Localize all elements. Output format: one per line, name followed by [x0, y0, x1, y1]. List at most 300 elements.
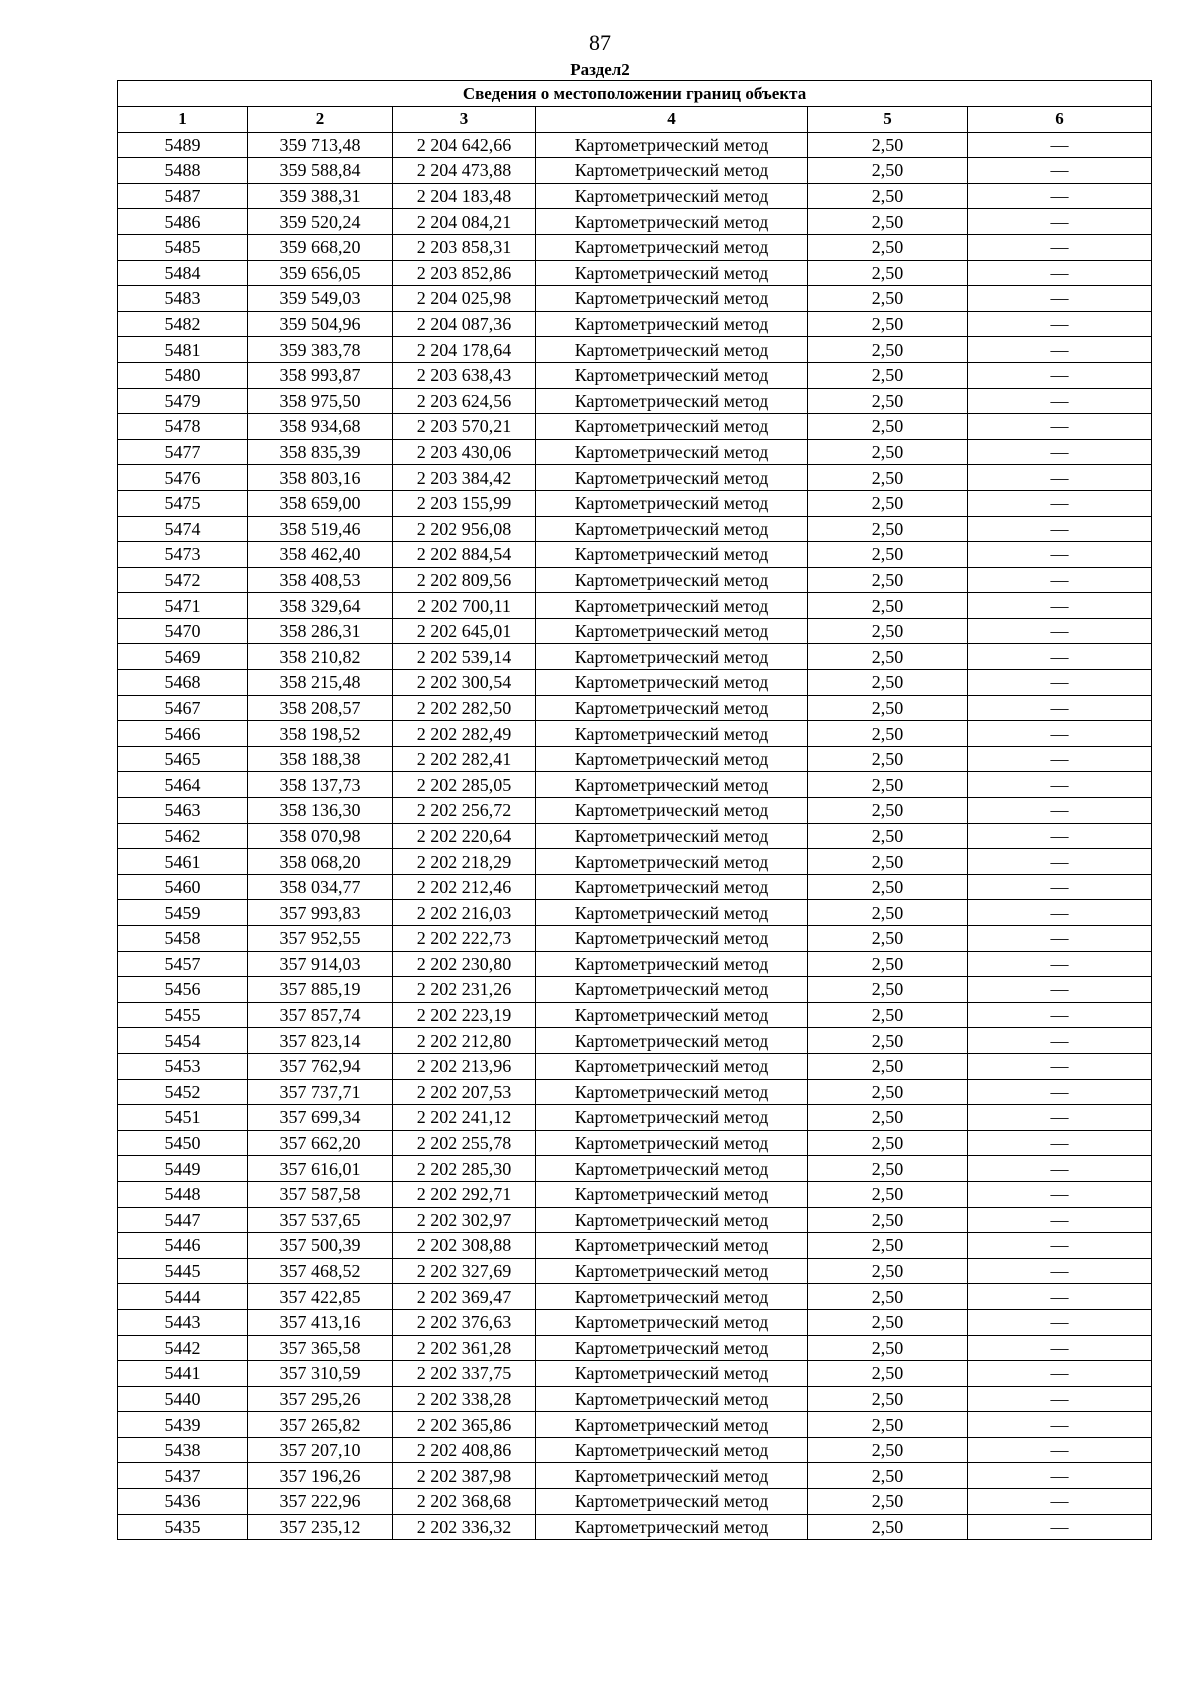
- y-coordinate-cell: 2 204 183,48: [393, 183, 536, 209]
- description-cell: —: [968, 1284, 1152, 1310]
- x-coordinate-cell: 358 835,39: [248, 439, 393, 465]
- x-coordinate-cell: 358 975,50: [248, 388, 393, 414]
- accuracy-cell: 2,50: [808, 311, 968, 337]
- point-number-cell: 5454: [118, 1028, 248, 1054]
- table-row: [118, 1130, 1152, 1156]
- accuracy-cell: 2,50: [808, 798, 968, 824]
- x-coordinate-cell: 357 310,59: [248, 1361, 393, 1387]
- description-cell: —: [968, 772, 1152, 798]
- method-cell: Картометрический метод: [536, 1053, 808, 1079]
- table-row: [118, 465, 1152, 491]
- table-row: [118, 567, 1152, 593]
- accuracy-cell: 2,50: [808, 1361, 968, 1387]
- table-row: [118, 183, 1152, 209]
- point-number-cell: 5479: [118, 388, 248, 414]
- point-number-cell: 5447: [118, 1207, 248, 1233]
- accuracy-cell: 2,50: [808, 1002, 968, 1028]
- y-coordinate-cell: 2 202 368,68: [393, 1489, 536, 1515]
- accuracy-cell: 2,50: [808, 951, 968, 977]
- point-number-cell: 5472: [118, 567, 248, 593]
- y-coordinate-cell: 2 203 570,21: [393, 414, 536, 440]
- point-number-cell: 5453: [118, 1053, 248, 1079]
- description-cell: —: [968, 874, 1152, 900]
- description-cell: —: [968, 1207, 1152, 1233]
- description-cell: —: [968, 1514, 1152, 1540]
- accuracy-cell: 2,50: [808, 183, 968, 209]
- x-coordinate-cell: 358 329,64: [248, 593, 393, 619]
- x-coordinate-cell: 359 520,24: [248, 209, 393, 235]
- accuracy-cell: 2,50: [808, 900, 968, 926]
- description-cell: —: [968, 414, 1152, 440]
- description-cell: —: [968, 388, 1152, 414]
- table-row: [118, 1489, 1152, 1515]
- x-coordinate-cell: 358 034,77: [248, 874, 393, 900]
- table-row: [118, 977, 1152, 1003]
- description-cell: —: [968, 1233, 1152, 1259]
- accuracy-cell: 2,50: [808, 1207, 968, 1233]
- page-number: 87: [589, 30, 611, 55]
- x-coordinate-cell: 359 549,03: [248, 286, 393, 312]
- method-cell: Картометрический метод: [536, 542, 808, 568]
- description-cell: —: [968, 1079, 1152, 1105]
- y-coordinate-cell: 2 204 084,21: [393, 209, 536, 235]
- method-cell: Картометрический метод: [536, 362, 808, 388]
- point-number-cell: 5465: [118, 746, 248, 772]
- table-row: [118, 1079, 1152, 1105]
- accuracy-cell: 2,50: [808, 1258, 968, 1284]
- description-cell: —: [968, 1105, 1152, 1131]
- accuracy-cell: 2,50: [808, 1028, 968, 1054]
- description-cell: —: [968, 593, 1152, 619]
- point-number-cell: 5478: [118, 414, 248, 440]
- table-row: [118, 1309, 1152, 1335]
- y-coordinate-cell: 2 202 337,75: [393, 1361, 536, 1387]
- accuracy-cell: 2,50: [808, 926, 968, 952]
- point-number-cell: 5435: [118, 1514, 248, 1540]
- method-cell: Картометрический метод: [536, 1437, 808, 1463]
- table-row: [118, 772, 1152, 798]
- method-cell: Картометрический метод: [536, 926, 808, 952]
- table-row: [118, 1258, 1152, 1284]
- x-coordinate-cell: 359 713,48: [248, 132, 393, 158]
- point-number-cell: 5441: [118, 1361, 248, 1387]
- table-row: [118, 158, 1152, 184]
- accuracy-cell: 2,50: [808, 158, 968, 184]
- y-coordinate-cell: 2 202 216,03: [393, 900, 536, 926]
- y-coordinate-cell: 2 202 223,19: [393, 1002, 536, 1028]
- accuracy-cell: 2,50: [808, 1053, 968, 1079]
- point-number-cell: 5474: [118, 516, 248, 542]
- y-coordinate-cell: 2 203 638,43: [393, 362, 536, 388]
- method-cell: Картометрический метод: [536, 158, 808, 184]
- point-number-cell: 5476: [118, 465, 248, 491]
- description-cell: —: [968, 1463, 1152, 1489]
- description-cell: —: [968, 1489, 1152, 1515]
- accuracy-cell: 2,50: [808, 337, 968, 363]
- x-coordinate-cell: 359 504,96: [248, 311, 393, 337]
- method-cell: Картометрический метод: [536, 1489, 808, 1515]
- x-coordinate-cell: 357 823,14: [248, 1028, 393, 1054]
- description-cell: —: [968, 823, 1152, 849]
- point-number-cell: 5457: [118, 951, 248, 977]
- method-cell: Картометрический метод: [536, 746, 808, 772]
- method-cell: Картометрический метод: [536, 439, 808, 465]
- table-row: [118, 849, 1152, 875]
- y-coordinate-cell: 2 202 387,98: [393, 1463, 536, 1489]
- y-coordinate-cell: 2 204 087,36: [393, 311, 536, 337]
- method-cell: Картометрический метод: [536, 1207, 808, 1233]
- column-header-6: 6: [968, 107, 1152, 133]
- method-cell: Картометрический метод: [536, 209, 808, 235]
- description-cell: —: [968, 1002, 1152, 1028]
- description-cell: —: [968, 1130, 1152, 1156]
- description-cell: —: [968, 1386, 1152, 1412]
- method-cell: Картометрический метод: [536, 670, 808, 696]
- description-cell: —: [968, 926, 1152, 952]
- accuracy-cell: 2,50: [808, 567, 968, 593]
- table-row: [118, 1386, 1152, 1412]
- point-number-cell: 5489: [118, 132, 248, 158]
- accuracy-cell: 2,50: [808, 490, 968, 516]
- y-coordinate-cell: 2 202 285,30: [393, 1156, 536, 1182]
- point-number-cell: 5456: [118, 977, 248, 1003]
- point-number-cell: 5436: [118, 1489, 248, 1515]
- y-coordinate-cell: 2 202 338,28: [393, 1386, 536, 1412]
- point-number-cell: 5450: [118, 1130, 248, 1156]
- table-row: [118, 439, 1152, 465]
- method-cell: Картометрический метод: [536, 1361, 808, 1387]
- point-number-cell: 5477: [118, 439, 248, 465]
- accuracy-cell: 2,50: [808, 1156, 968, 1182]
- table-row: [118, 1412, 1152, 1438]
- method-cell: Картометрический метод: [536, 388, 808, 414]
- accuracy-cell: 2,50: [808, 362, 968, 388]
- x-coordinate-cell: 357 207,10: [248, 1437, 393, 1463]
- description-cell: —: [968, 490, 1152, 516]
- table-row: [118, 1028, 1152, 1054]
- y-coordinate-cell: 2 202 300,54: [393, 670, 536, 696]
- table-title-row: [118, 81, 1152, 107]
- accuracy-cell: 2,50: [808, 414, 968, 440]
- y-coordinate-cell: 2 202 956,08: [393, 516, 536, 542]
- y-coordinate-cell: 2 202 230,80: [393, 951, 536, 977]
- table-row: [118, 618, 1152, 644]
- y-coordinate-cell: 2 202 285,05: [393, 772, 536, 798]
- table-row: [118, 260, 1152, 286]
- y-coordinate-cell: 2 202 282,41: [393, 746, 536, 772]
- description-cell: —: [968, 1028, 1152, 1054]
- table-row: [118, 311, 1152, 337]
- y-coordinate-cell: 2 202 700,11: [393, 593, 536, 619]
- x-coordinate-cell: 358 408,53: [248, 567, 393, 593]
- method-cell: Картометрический метод: [536, 1284, 808, 1310]
- method-cell: Картометрический метод: [536, 900, 808, 926]
- table-row: [118, 234, 1152, 260]
- y-coordinate-cell: 2 202 361,28: [393, 1335, 536, 1361]
- x-coordinate-cell: 357 914,03: [248, 951, 393, 977]
- description-cell: —: [968, 311, 1152, 337]
- method-cell: Картометрический метод: [536, 823, 808, 849]
- table-row: [118, 746, 1152, 772]
- y-coordinate-cell: 2 202 220,64: [393, 823, 536, 849]
- method-cell: Картометрический метод: [536, 1181, 808, 1207]
- y-coordinate-cell: 2 204 473,88: [393, 158, 536, 184]
- method-cell: Картометрический метод: [536, 1233, 808, 1259]
- y-coordinate-cell: 2 203 858,31: [393, 234, 536, 260]
- method-cell: Картометрический метод: [536, 1002, 808, 1028]
- description-cell: —: [968, 183, 1152, 209]
- description-cell: —: [968, 951, 1152, 977]
- y-coordinate-cell: 2 202 212,80: [393, 1028, 536, 1054]
- x-coordinate-cell: 358 519,46: [248, 516, 393, 542]
- method-cell: Картометрический метод: [536, 721, 808, 747]
- point-number-cell: 5463: [118, 798, 248, 824]
- x-coordinate-cell: 359 668,20: [248, 234, 393, 260]
- x-coordinate-cell: 358 188,38: [248, 746, 393, 772]
- x-coordinate-cell: 358 993,87: [248, 362, 393, 388]
- column-header-2: 2: [248, 107, 393, 133]
- y-coordinate-cell: 2 202 302,97: [393, 1207, 536, 1233]
- description-cell: —: [968, 158, 1152, 184]
- description-cell: —: [968, 337, 1152, 363]
- description-cell: —: [968, 234, 1152, 260]
- x-coordinate-cell: 357 587,58: [248, 1181, 393, 1207]
- method-cell: Картометрический метод: [536, 1079, 808, 1105]
- x-coordinate-cell: 358 286,31: [248, 618, 393, 644]
- accuracy-cell: 2,50: [808, 286, 968, 312]
- x-coordinate-cell: 357 737,71: [248, 1079, 393, 1105]
- x-coordinate-cell: 358 068,20: [248, 849, 393, 875]
- y-coordinate-cell: 2 202 282,49: [393, 721, 536, 747]
- point-number-cell: 5446: [118, 1233, 248, 1259]
- point-number-cell: 5482: [118, 311, 248, 337]
- method-cell: Картометрический метод: [536, 311, 808, 337]
- y-coordinate-cell: 2 202 539,14: [393, 644, 536, 670]
- description-cell: —: [968, 260, 1152, 286]
- method-cell: Картометрический метод: [536, 1463, 808, 1489]
- point-number-cell: 5487: [118, 183, 248, 209]
- point-number-cell: 5470: [118, 618, 248, 644]
- method-cell: Картометрический метод: [536, 286, 808, 312]
- method-cell: Картометрический метод: [536, 874, 808, 900]
- y-coordinate-cell: 2 203 384,42: [393, 465, 536, 491]
- description-cell: —: [968, 618, 1152, 644]
- x-coordinate-cell: 357 222,96: [248, 1489, 393, 1515]
- point-number-cell: 5467: [118, 695, 248, 721]
- y-coordinate-cell: 2 202 327,69: [393, 1258, 536, 1284]
- method-cell: Картометрический метод: [536, 1309, 808, 1335]
- accuracy-cell: 2,50: [808, 542, 968, 568]
- description-cell: —: [968, 1335, 1152, 1361]
- y-coordinate-cell: 2 202 207,53: [393, 1079, 536, 1105]
- description-cell: —: [968, 977, 1152, 1003]
- accuracy-cell: 2,50: [808, 1514, 968, 1540]
- x-coordinate-cell: 357 993,83: [248, 900, 393, 926]
- table-row: [118, 670, 1152, 696]
- point-number-cell: 5483: [118, 286, 248, 312]
- x-coordinate-cell: 358 215,48: [248, 670, 393, 696]
- method-cell: Картометрический метод: [536, 1130, 808, 1156]
- table-row: [118, 132, 1152, 158]
- y-coordinate-cell: 2 204 025,98: [393, 286, 536, 312]
- table-row: [118, 1233, 1152, 1259]
- table-row: [118, 874, 1152, 900]
- method-cell: Картометрический метод: [536, 593, 808, 619]
- y-coordinate-cell: 2 202 308,88: [393, 1233, 536, 1259]
- description-cell: —: [968, 516, 1152, 542]
- x-coordinate-cell: 357 662,20: [248, 1130, 393, 1156]
- method-cell: Картометрический метод: [536, 337, 808, 363]
- point-number-cell: 5448: [118, 1181, 248, 1207]
- y-coordinate-cell: 2 202 408,86: [393, 1437, 536, 1463]
- point-number-cell: 5444: [118, 1284, 248, 1310]
- table-row: [118, 542, 1152, 568]
- description-cell: —: [968, 362, 1152, 388]
- accuracy-cell: 2,50: [808, 1181, 968, 1207]
- description-cell: —: [968, 132, 1152, 158]
- x-coordinate-cell: 358 803,16: [248, 465, 393, 491]
- point-number-cell: 5471: [118, 593, 248, 619]
- table-row: [118, 951, 1152, 977]
- x-coordinate-cell: 357 422,85: [248, 1284, 393, 1310]
- accuracy-cell: 2,50: [808, 132, 968, 158]
- x-coordinate-cell: 357 295,26: [248, 1386, 393, 1412]
- method-cell: Картометрический метод: [536, 1386, 808, 1412]
- table-row: [118, 695, 1152, 721]
- point-number-cell: 5449: [118, 1156, 248, 1182]
- table-header: [118, 81, 1152, 133]
- x-coordinate-cell: 357 265,82: [248, 1412, 393, 1438]
- table-row: [118, 1207, 1152, 1233]
- x-coordinate-cell: 357 762,94: [248, 1053, 393, 1079]
- x-coordinate-cell: 359 656,05: [248, 260, 393, 286]
- table-row: [118, 1437, 1152, 1463]
- accuracy-cell: 2,50: [808, 644, 968, 670]
- table-body: [118, 132, 1152, 1540]
- method-cell: Картометрический метод: [536, 644, 808, 670]
- point-number-cell: 5442: [118, 1335, 248, 1361]
- description-cell: —: [968, 465, 1152, 491]
- accuracy-cell: 2,50: [808, 618, 968, 644]
- method-cell: Картометрический метод: [536, 465, 808, 491]
- description-cell: —: [968, 721, 1152, 747]
- point-number-cell: 5452: [118, 1079, 248, 1105]
- accuracy-cell: 2,50: [808, 1105, 968, 1131]
- point-number-cell: 5484: [118, 260, 248, 286]
- method-cell: Картометрический метод: [536, 1335, 808, 1361]
- point-number-cell: 5459: [118, 900, 248, 926]
- accuracy-cell: 2,50: [808, 439, 968, 465]
- method-cell: Картометрический метод: [536, 618, 808, 644]
- point-number-cell: 5485: [118, 234, 248, 260]
- y-coordinate-cell: 2 202 231,26: [393, 977, 536, 1003]
- x-coordinate-cell: 358 210,82: [248, 644, 393, 670]
- point-number-cell: 5440: [118, 1386, 248, 1412]
- y-coordinate-cell: 2 202 212,46: [393, 874, 536, 900]
- point-number-cell: 5443: [118, 1309, 248, 1335]
- method-cell: Картометрический метод: [536, 798, 808, 824]
- table-row: [118, 1284, 1152, 1310]
- column-header-4: 4: [536, 107, 808, 133]
- accuracy-cell: 2,50: [808, 388, 968, 414]
- accuracy-cell: 2,50: [808, 1386, 968, 1412]
- description-cell: —: [968, 286, 1152, 312]
- point-number-cell: 5486: [118, 209, 248, 235]
- accuracy-cell: 2,50: [808, 1335, 968, 1361]
- description-cell: —: [968, 1053, 1152, 1079]
- description-cell: —: [968, 209, 1152, 235]
- point-number-cell: 5460: [118, 874, 248, 900]
- point-number-cell: 5481: [118, 337, 248, 363]
- point-number-cell: 5475: [118, 490, 248, 516]
- x-coordinate-cell: 357 885,19: [248, 977, 393, 1003]
- accuracy-cell: 2,50: [808, 670, 968, 696]
- x-coordinate-cell: 357 857,74: [248, 1002, 393, 1028]
- description-cell: —: [968, 670, 1152, 696]
- method-cell: Картометрический метод: [536, 772, 808, 798]
- method-cell: Картометрический метод: [536, 414, 808, 440]
- point-number-cell: 5438: [118, 1437, 248, 1463]
- y-coordinate-cell: 2 202 255,78: [393, 1130, 536, 1156]
- accuracy-cell: 2,50: [808, 1233, 968, 1259]
- table-row: [118, 593, 1152, 619]
- method-cell: Картометрический метод: [536, 951, 808, 977]
- y-coordinate-cell: 2 202 256,72: [393, 798, 536, 824]
- method-cell: Картометрический метод: [536, 1412, 808, 1438]
- x-coordinate-cell: 358 070,98: [248, 823, 393, 849]
- x-coordinate-cell: 357 235,12: [248, 1514, 393, 1540]
- method-cell: Картометрический метод: [536, 490, 808, 516]
- method-cell: Картометрический метод: [536, 183, 808, 209]
- y-coordinate-cell: 2 202 809,56: [393, 567, 536, 593]
- table-row: [118, 490, 1152, 516]
- column-header-3: 3: [393, 107, 536, 133]
- method-cell: Картометрический метод: [536, 695, 808, 721]
- accuracy-cell: 2,50: [808, 695, 968, 721]
- accuracy-cell: 2,50: [808, 516, 968, 542]
- point-number-cell: 5451: [118, 1105, 248, 1131]
- accuracy-cell: 2,50: [808, 1489, 968, 1515]
- y-coordinate-cell: 2 203 430,06: [393, 439, 536, 465]
- table-row: [118, 1514, 1152, 1540]
- table-row: [118, 388, 1152, 414]
- x-coordinate-cell: 359 588,84: [248, 158, 393, 184]
- description-cell: —: [968, 695, 1152, 721]
- description-cell: —: [968, 746, 1152, 772]
- table-row: [118, 516, 1152, 542]
- point-number-cell: 5473: [118, 542, 248, 568]
- method-cell: Картометрический метод: [536, 260, 808, 286]
- section-label: Раздел2: [570, 60, 630, 79]
- accuracy-cell: 2,50: [808, 772, 968, 798]
- y-coordinate-cell: 2 204 178,64: [393, 337, 536, 363]
- table-row: [118, 1335, 1152, 1361]
- point-number-cell: 5488: [118, 158, 248, 184]
- point-number-cell: 5469: [118, 644, 248, 670]
- x-coordinate-cell: 357 699,34: [248, 1105, 393, 1131]
- x-coordinate-cell: 357 468,52: [248, 1258, 393, 1284]
- y-coordinate-cell: 2 202 241,12: [393, 1105, 536, 1131]
- accuracy-cell: 2,50: [808, 234, 968, 260]
- coordinates-table: [117, 80, 1152, 1540]
- y-coordinate-cell: 2 204 642,66: [393, 132, 536, 158]
- point-number-cell: 5437: [118, 1463, 248, 1489]
- accuracy-cell: 2,50: [808, 823, 968, 849]
- method-cell: Картометрический метод: [536, 977, 808, 1003]
- y-coordinate-cell: 2 202 218,29: [393, 849, 536, 875]
- description-cell: —: [968, 1156, 1152, 1182]
- table-row: [118, 209, 1152, 235]
